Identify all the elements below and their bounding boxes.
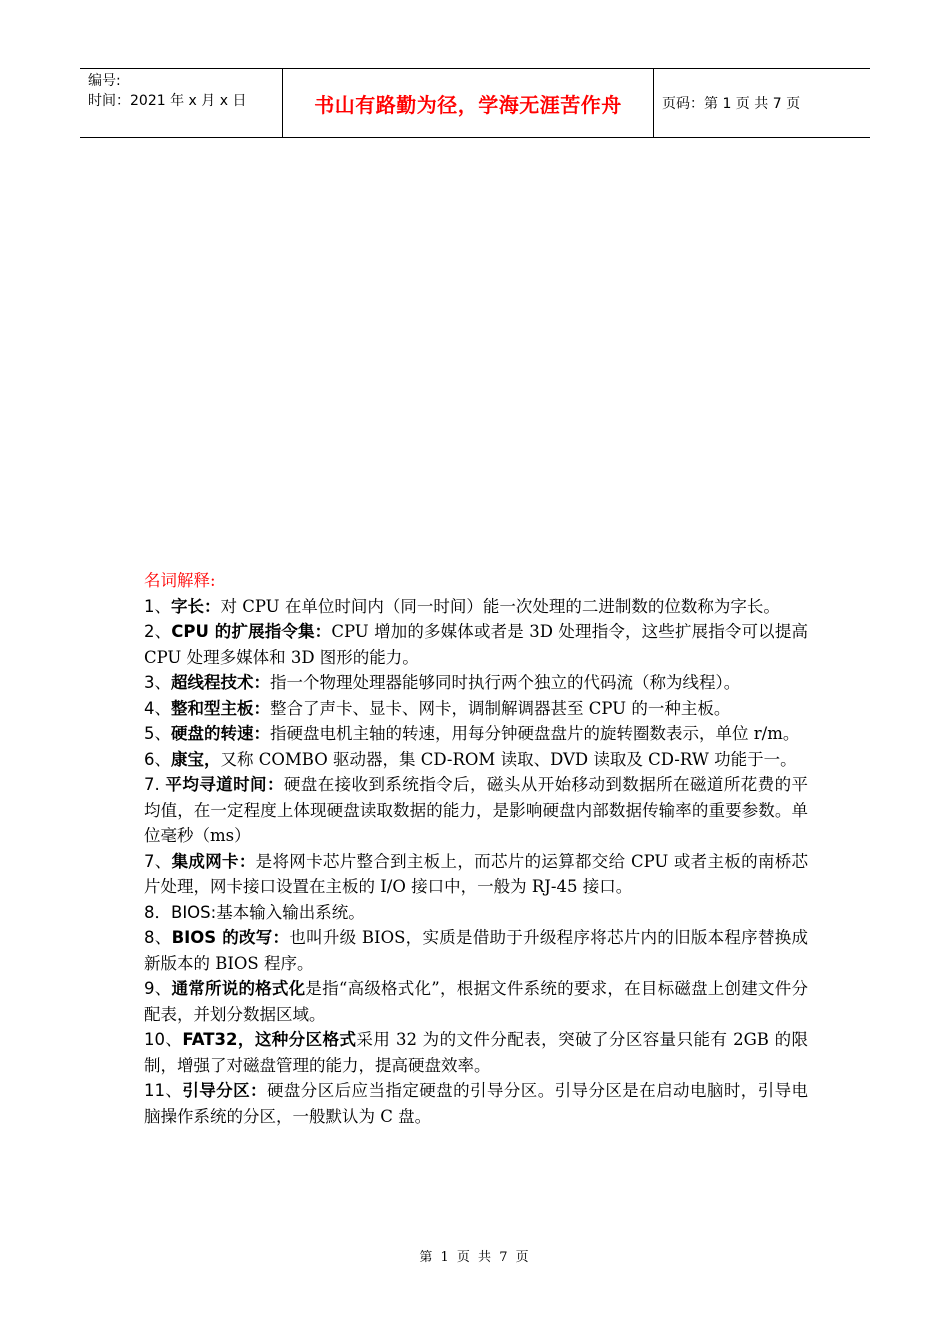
entry-definition: CPU 增加的多媒体或者是 3D 处理指令，这些扩展指令可以提高 CPU 处理多媒体和 3D 图形的能力。 <box>144 622 808 667</box>
entry-term: 引导分区： <box>182 1081 267 1100</box>
entry-definition: 指一个物理处理器能够同时执行两个独立的代码流（称为线程）。 <box>270 673 741 692</box>
glossary-entry <box>144 619 808 670</box>
glossary-entry <box>144 670 808 696</box>
glossary-section <box>144 568 808 1129</box>
glossary-entry <box>144 1078 808 1129</box>
document-number-label: 编号: <box>88 73 121 89</box>
page-header <box>80 68 870 138</box>
glossary-entry <box>144 594 808 620</box>
entry-term: 整和型主板： <box>171 698 270 718</box>
entry-definition: 整合了声卡、显卡、网卡，调制解调器甚至 CPU 的一种主板。 <box>270 698 731 718</box>
header-meta <box>80 69 282 137</box>
entry-definition: 对 CPU 在单位时间内（同一时间）能一次处理的二进制数的位数称为字长。 <box>220 596 780 616</box>
glossary-entry <box>144 976 808 1027</box>
entry-term: 康宝， <box>171 749 221 769</box>
entry-term: CPU 的扩展指令集： <box>171 622 332 641</box>
entry-term: BIOS 的改写： <box>171 928 290 947</box>
entry-definition: 采用 32 为的文件分配表，突破了分区容量只能有 2GB 的限制，增强了对磁盘管理的能力，提高硬盘效率。 <box>144 1030 809 1075</box>
entry-definition: 指硬盘电机主轴的转速，用每分钟硬盘盘片的旋转圈数表示，单位 r/m。 <box>270 724 800 743</box>
entry-definition: BIOS:基本输入输出系统。 <box>171 902 365 922</box>
entry-number: 1、 <box>144 596 171 616</box>
entry-number: 8、 <box>144 928 172 947</box>
glossary-entry <box>144 696 808 722</box>
glossary-entry <box>144 900 808 926</box>
entry-term: FAT32，这种分区格式 <box>182 1030 357 1049</box>
entry-definition: 又称 COMBO 驱动器，集 CD-ROM 读取、DVD 读取及 CD-RW 功能于一。 <box>220 749 797 769</box>
entry-term: 超线程技术： <box>171 673 270 692</box>
page-footer: 第 1 页 共 7 页 <box>419 1250 531 1265</box>
glossary-entry <box>144 747 808 773</box>
header-page-info: 页码：第 1 页 共 7 页 <box>662 96 801 112</box>
glossary-entry <box>144 772 808 849</box>
entry-term: 集成网卡： <box>171 851 256 871</box>
entry-number: 7、 <box>144 851 172 871</box>
entry-number: 10、 <box>144 1030 183 1049</box>
entry-term: 硬盘的转速： <box>171 724 270 743</box>
entry-definition: 是将网卡芯片整合到主板上，而芯片的运算都交给 CPU 或者主板的南桥芯片处理，网卡接口设置在主板的 I/O 接口中，一般为 RJ-45 接口。 <box>144 851 809 896</box>
entry-number: 5、 <box>144 724 171 743</box>
entry-number: 3、 <box>144 673 171 692</box>
glossary-entry <box>144 1027 808 1078</box>
entry-definition: 是指“高级格式化”，根据文件系统的要求，在目标磁盘上创建文件分配表，并划分数据区域。 <box>144 979 809 1024</box>
entry-definition: 硬盘在接收到系统指令后，磁头从开始移动到数据所在磁道所花费的平均值，在一定程度上体现硬盘读取数据的能力，是影响硬盘内部数据传输率的重要参数。单位毫秒（ms） <box>144 775 809 845</box>
entry-number: 6、 <box>144 749 171 769</box>
document-date: 时间：2021 年 x 月 x 日 <box>88 93 247 109</box>
entry-term: 通常所说的格式化 <box>171 979 306 998</box>
entry-number: 4、 <box>144 698 171 718</box>
entry-definition: 硬盘分区后应当指定硬盘的引导分区。引导分区是在启动电脑时，引导电脑操作系统的分区，一般默认为 C 盘。 <box>144 1081 809 1126</box>
entry-number: 11、 <box>144 1081 183 1100</box>
glossary-entry <box>144 849 808 900</box>
entry-term: 平均寻道时间： <box>165 775 284 794</box>
glossary-entry <box>144 721 808 747</box>
entry-definition: 也叫升级 BIOS，实质是借助于升级程序将芯片内的旧版本程序替换成新版本的 BIOS 程序。 <box>144 928 809 973</box>
entry-number: 2、 <box>144 622 172 641</box>
header-motto: 书山有路勤为径，学海无涯苦作舟 <box>282 69 654 137</box>
glossary-entry <box>144 925 808 976</box>
section-heading: 名词解释: <box>144 571 216 590</box>
entry-number: 9、 <box>144 979 172 998</box>
entry-term: 字长： <box>171 596 221 616</box>
entry-number: 8． <box>144 902 171 922</box>
entry-number: 7. <box>144 775 166 794</box>
